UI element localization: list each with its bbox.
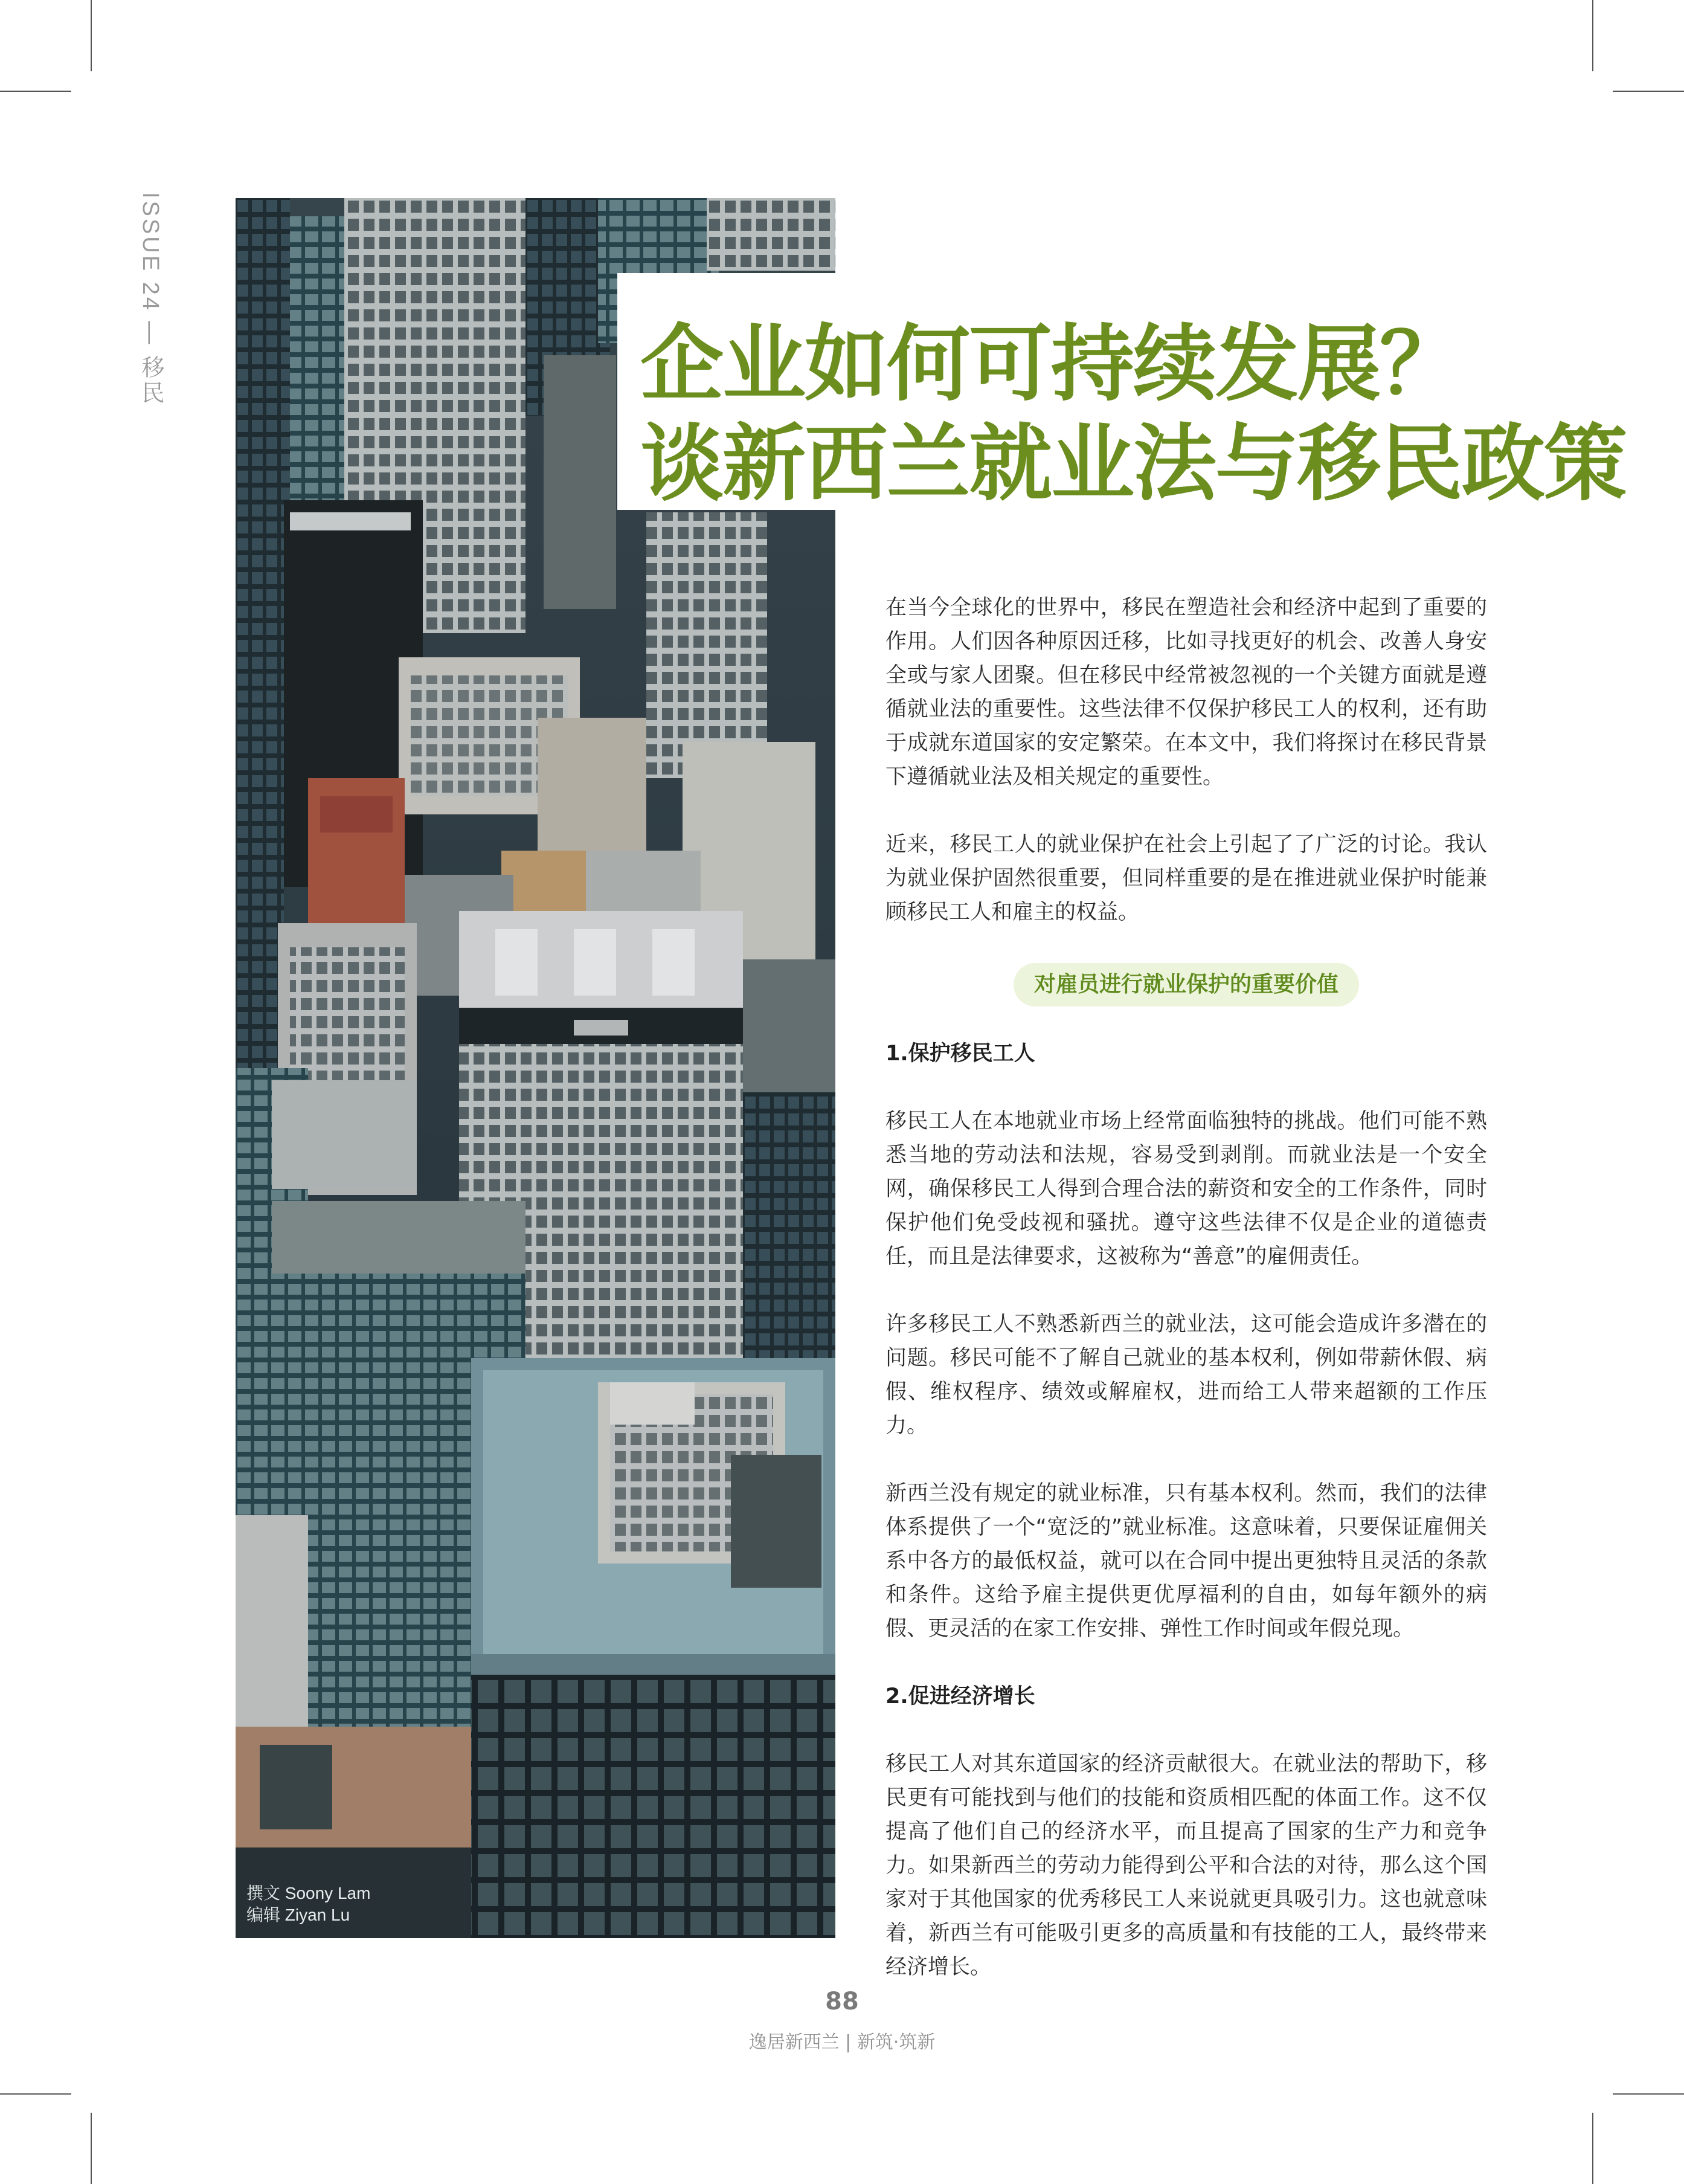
paragraph: 移民工人对其东道国家的经济贡献很大。在就业法的帮助下，移民更有可能找到与他们的技能和资质相匹配的体面工作。这不仅提高了他们自己的经济水平，而且提高了国家的生产力和竞争力。如果新西兰的劳动力能得到公平和合法的对待，那么这个国家对于其他国家的优秀移民工人来说就更具吸引力。这也就意味着，新西兰有可能吸引更多的高质量和有技能的工人，最终带来经济增长。 [885,1752,1487,1979]
paragraph: 在当今全球化的世界中，移民在塑造社会和经济中起到了重要的作用。人们因各种原因迁移，比如寻找更好的机会、改善人身安全或与家人团聚。但在移民中经常被忽视的一个关键方面就是遵循就业法的重要性。这些法律不仅保护移民工人的权利，还有助于成就东道国家的安定繁荣。在本文中，我们将探讨在移民背景下遵循就业法及相关规定的重要性。 [885,596,1487,789]
writer-credit: 撰文 Soony Lam [246,1884,371,1902]
paragraph: 新西兰没有规定的就业标准，只有基本权利。然而，我们的法律体系提供了一个“宽泛的”就业标准。这意味着，只要保证雇佣关系中各方的最低权益，就可以在合同中提出更独特且灵活的条款和条件。这给予雇主提供更优厚福利的自由，如每年额外的病假、更灵活的在家工作安排、弹性工作时间或年假兑现。 [885,1481,1487,1641]
crop-mark [1592,2113,1593,2184]
paragraph: 许多移民工人不熟悉新西兰的就业法，这可能会造成许多潜在的问题。移民可能不了解自己就业的基本权利，例如带薪休假、病假、维权程序、绩效或解雇权，进而给工人带来超额的工作压力。 [885,1312,1487,1438]
paragraph: 移民工人在本地就业市场上经常面临独特的挑战。他们可能不熟悉当地的劳动法和法规，容易受到剥削。而就业法是一个安全网，确保移民工人得到合理合法的薪资和安全的工作条件，同时保护他们免受歧视和骚扰。遵守这些法律不仅是企业的道德责任，而且是法律要求，这被称为“善意”的雇佣责任。 [885,1109,1487,1269]
crop-mark [1613,2093,1684,2095]
page-number: 88 [825,1988,859,2015]
paragraph: 近来，移民工人的就业保护在社会上引起了了广泛的讨论。我认为就业保护固然很重要，但同样重要的是在推进就业保护时能兼顾移民工人和雇主的权益。 [885,833,1487,924]
editor-credit: 编辑 Ziyan Lu [246,1905,350,1924]
article-body [885,591,1487,2018]
crop-mark [91,2113,92,2184]
title-line-2: 谈新西兰就业法与移民政策 [640,415,1627,512]
crop-mark [1592,0,1593,71]
title-line-1: 企业如何可持续发展？ [640,315,1462,413]
footer-text: 逸居新西兰 | 新筑·筑新 [748,2032,936,2053]
subheading: 2.促进经济增长 [885,1684,1035,1709]
photo-credits [246,1883,370,1926]
section-heading-pill: 对雇员进行就业保护的重要价值 [1014,963,1359,1007]
subheading: 1.保护移民工人 [885,1042,1035,1066]
crop-mark [0,2093,71,2095]
crop-mark [1613,91,1684,92]
crop-mark [91,0,92,71]
title-box [617,273,1627,512]
issue-side-label: ISSUE 24 — 移民 [138,192,163,406]
crop-mark [0,91,71,92]
section-heading-wrap [885,963,1487,1007]
